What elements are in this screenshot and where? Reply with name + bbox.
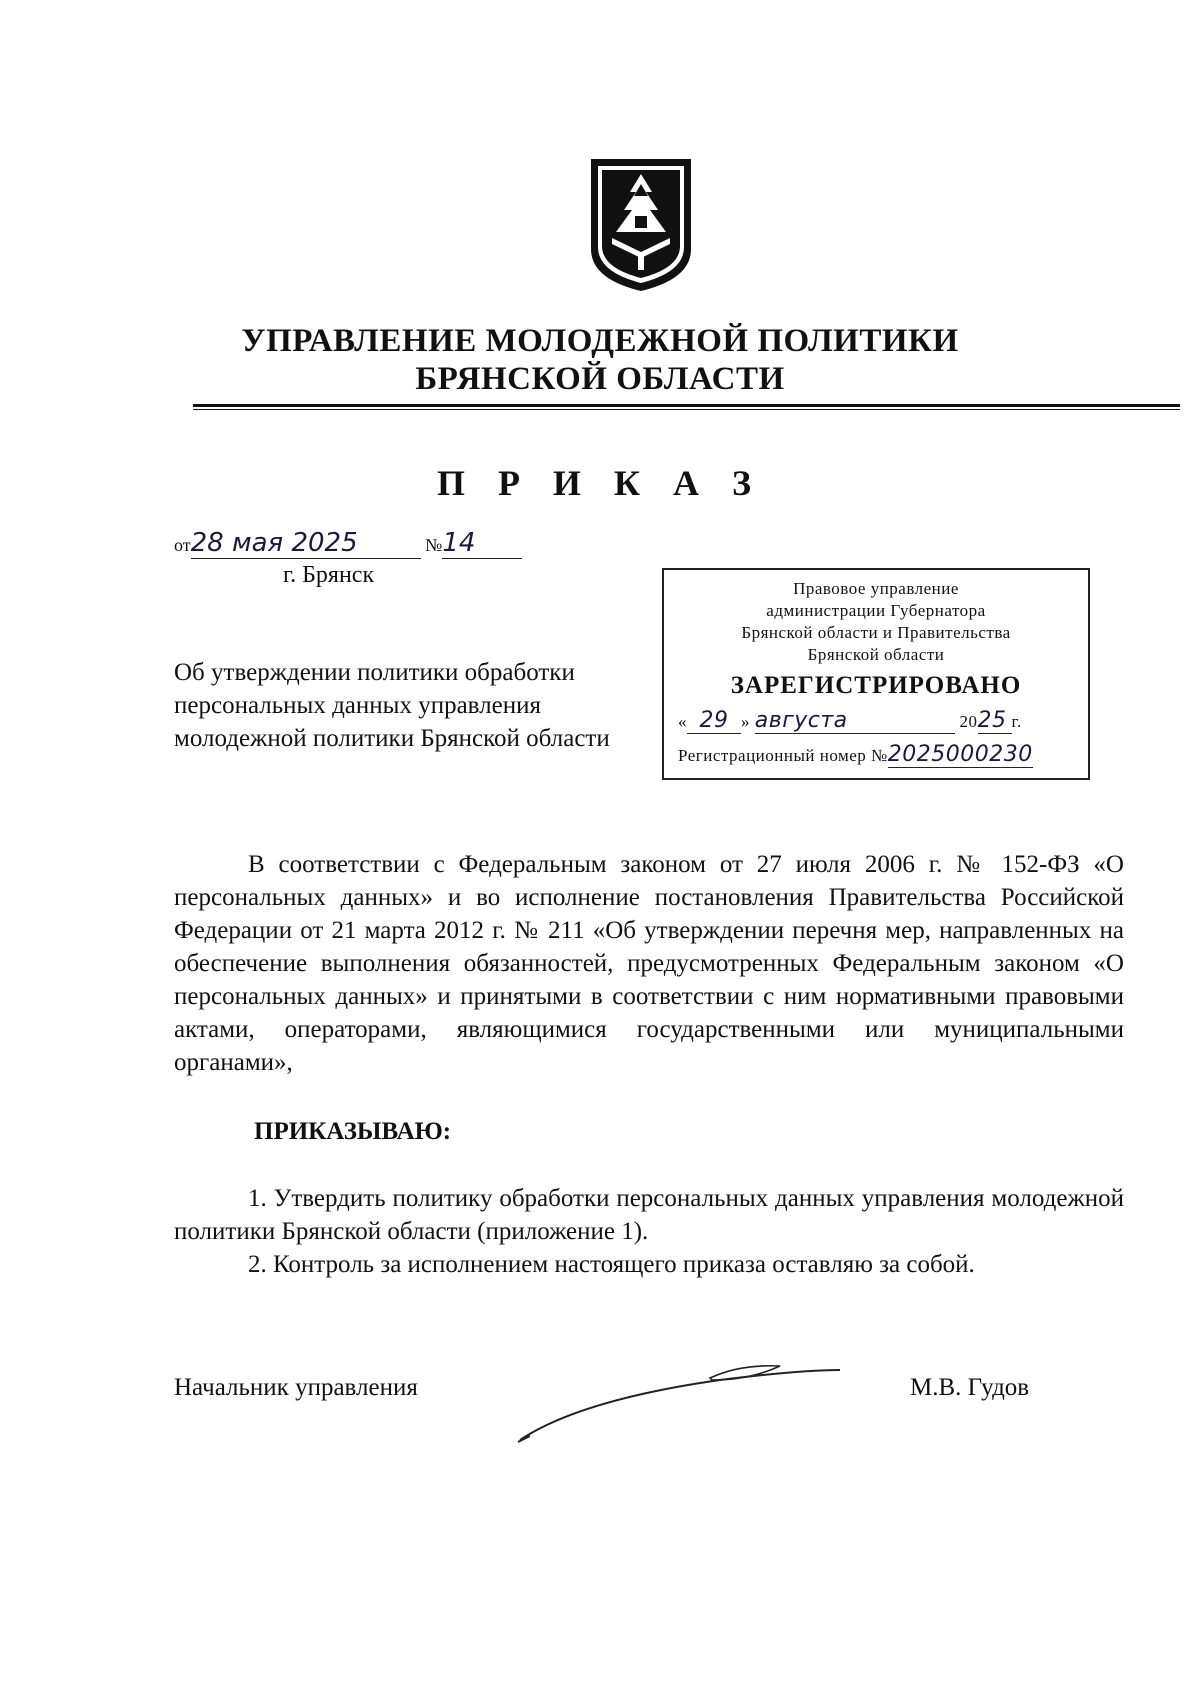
stamp-reg-number-row [664,742,1088,768]
signature-icon [500,1350,910,1450]
stamp-line2: администрации Губернатора [766,601,986,620]
number-label: № [425,535,443,555]
stamp-year-suffix: 25 [978,708,1012,734]
stamp-line3: Брянской области и Правительства [741,623,1011,642]
order-date-row [174,528,694,564]
registration-stamp [662,568,1090,780]
stamp-year-prefix: 20 [959,712,978,731]
date-prefix: от [174,535,191,555]
stamp-line4: Брянской области [807,645,945,664]
stamp-year-unit: г. [1011,712,1022,731]
preamble: В соответствии с Федеральным законом от 27 июля 2006 г. № 152-ФЗ «О персональных данных» и во исполнение постановления Правительства Российской Федерации от 21 марта 2012 г. № 211 «Об утверждении перечня мер, направленных на обеспечение выполнения обязанностей, предусмотренных Федеральным законом «О персональных данных» и принятыми в соответствии с ним нормативными правовыми актами, операторами, являющимися государственными или муниципальными органами», [174,851,1124,1076]
order-item-2: 2. Контроль за исполнением настоящего приказа оставляю за собой. [248,1251,975,1278]
stamp-registered: ЗАРЕГИСТРИРОВАНО [730,672,1022,699]
city: г. Брянск [283,562,375,588]
org-title-line1: УПРАВЛЕНИЕ МОЛОДЕЖНОЙ ПОЛИТИКИ [241,323,959,359]
coat-of-arms-icon [586,154,696,294]
document-title: П Р И К А З [436,463,764,503]
order-date: 28 мая 2025 [191,528,421,559]
stamp-day: 29 [687,708,741,734]
header-rule-thin [193,409,1180,410]
order-subject: Об утверждении политики обработки персональных данных управления молодежной политики Брянской области [174,659,610,752]
header-rule [193,404,1180,407]
order-number: 14 [442,528,522,559]
stamp-line1: Правовое управление [793,579,959,598]
order-item-1: 1. Утвердить политику обработки персональных данных управления молодежной политики Брянской области (приложение 1). [174,1185,1124,1245]
org-title-line2: БРЯНСКОЙ ОБЛАСТИ [415,361,785,397]
stamp-date: « 29 » августа 2025 г. [678,708,1022,733]
stamp-reg-label: Регистрационный номер № [678,746,888,765]
signatory-position: Начальник управления [174,1374,418,1401]
stamp-month: августа [755,708,955,734]
stamp-reg-number: 2025000230 [887,742,1033,767]
order-items [174,1182,1124,1281]
order-word: ПРИКАЗЫВАЮ: [254,1118,452,1145]
signatory-name: М.В. Гудов [910,1374,1030,1401]
